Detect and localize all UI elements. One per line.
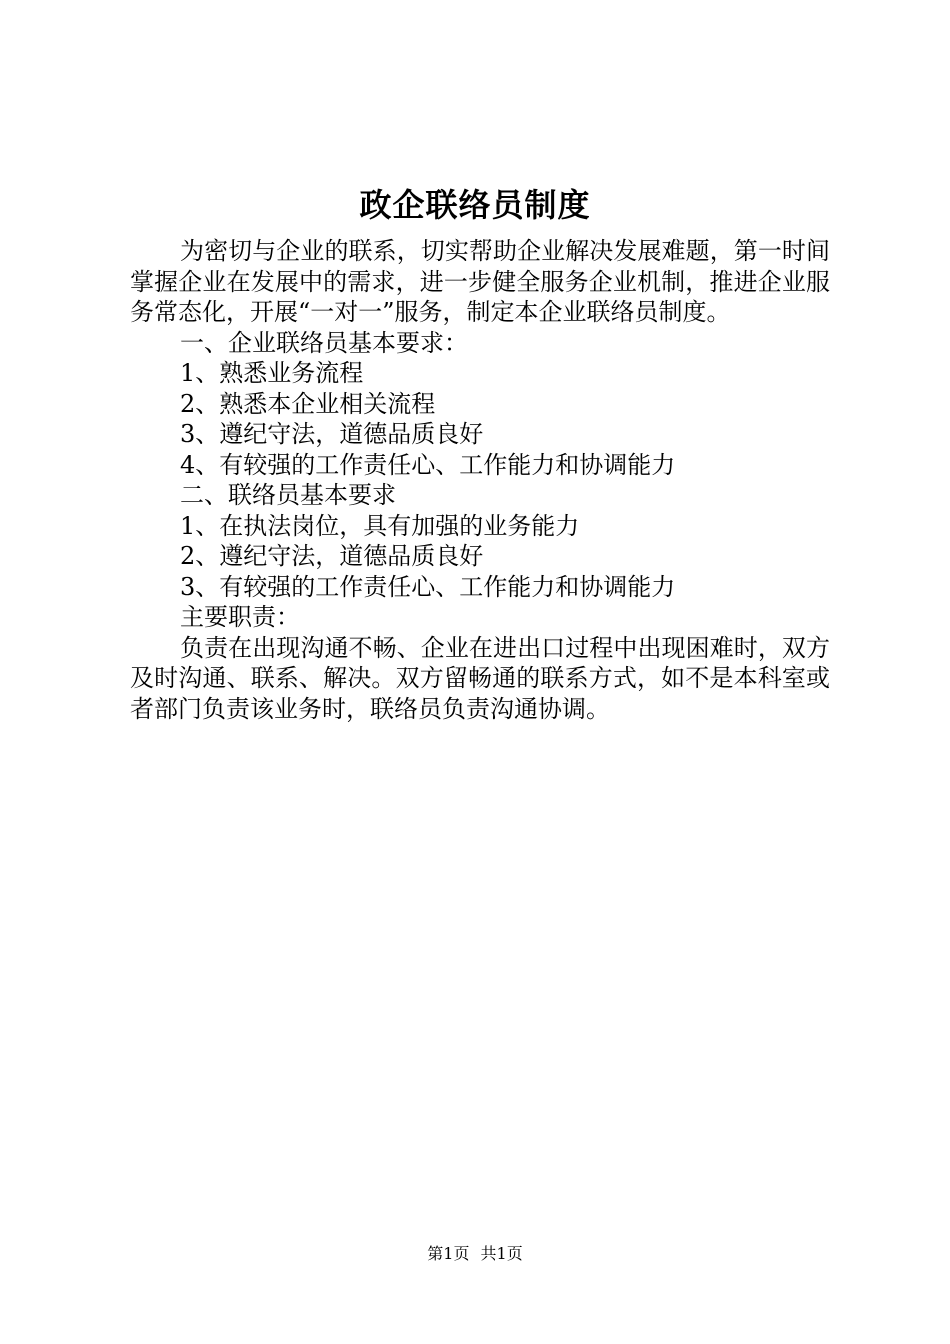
section1-item: 2、熟悉本企业相关流程 <box>180 389 436 418</box>
duties-heading: 主要职责： <box>180 603 300 631</box>
section1-item: 1、熟悉业务流程 <box>180 359 364 387</box>
page-footer: 第1页 共1页 <box>427 1244 523 1263</box>
intro-paragraph: 为密切与企业的联系，切实帮助企业解决发展难题，第一时间掌握企业在发展中的需求，进一步健全服务企业机制，推进企业服务常态化，开展“一对一”服务，制定本企业联络员制度。 <box>130 237 830 326</box>
document-title: 政企联络员制度 <box>359 186 591 224</box>
section2-item: 2、遵纪守法，道德品质良好 <box>180 542 484 570</box>
section2-heading: 二、联络员基本要求 <box>180 481 396 509</box>
section2-item: 1、在执法岗位，具有加强的业务能力 <box>180 511 580 540</box>
section1-item: 4、有较强的工作责任心、工作能力和协调能力 <box>180 450 676 479</box>
section1-heading: 一、企业联络员基本要求： <box>180 328 468 357</box>
document-body <box>130 236 830 724</box>
section2-item: 3、有较强的工作责任心、工作能力和协调能力 <box>180 572 676 601</box>
duties-paragraph: 负责在出现沟通不畅、企业在进出口过程中出现困难时，双方及时沟通、联系、解决。双方留畅通的联系方式，如不是本科室或者部门负责该业务时，联络员负责沟通协调。 <box>130 633 830 723</box>
section1-item: 3、遵纪守法，道德品质良好 <box>180 420 484 448</box>
